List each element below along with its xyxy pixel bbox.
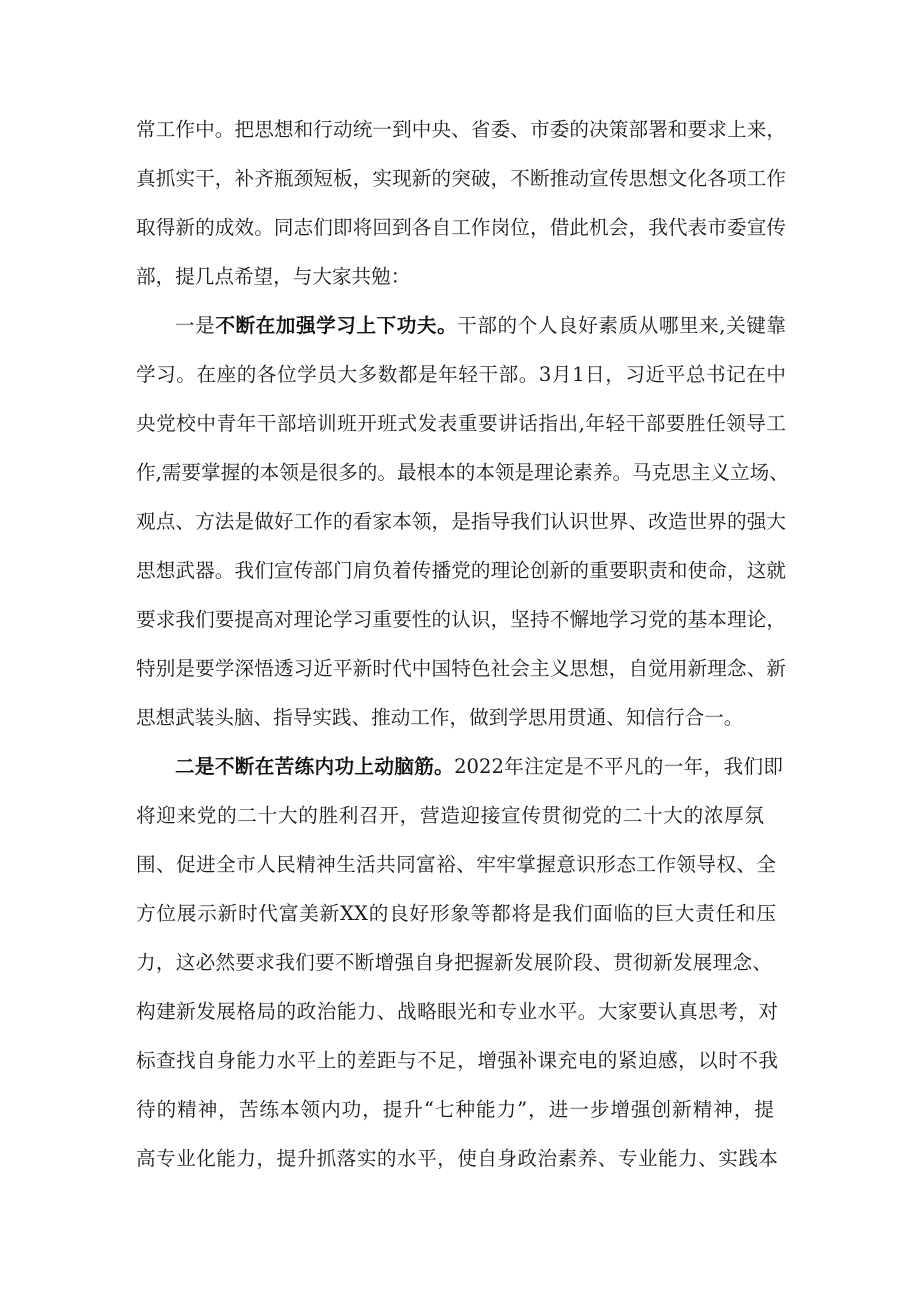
- paragraph-3-heading: 二是不断在苦练内功上动脑筋。: [175, 755, 455, 778]
- paragraph-1-line-3: 取得新的成效。同志们即将回到各自工作岗位，借此机会，我代表市委宣传: [136, 216, 786, 239]
- paragraph-2-line-7: 要求我们要提高对理论学习重要性的认识，坚持不懈地学习党的基本理论，: [136, 608, 786, 631]
- paragraph-3-line-1: [175, 750, 783, 784]
- paragraph-2-line-3: 央党校中青年干部培训班开班式发表重要讲话指出,年轻干部要胜任领导工: [136, 412, 786, 435]
- paragraph-3-line-8: 待的精神，苦练本领内功，提升“七种能力”，进一步增强创新精神，提: [136, 1098, 774, 1121]
- paragraph-3-line-2: 将迎来党的二十大的胜利召开，营造迎接宣传贯彻党的二十大的浓厚氛: [136, 804, 764, 827]
- paragraph-3-first-rest: 2022年注定是不平凡的一年，我们即: [454, 755, 783, 778]
- paragraph-2-line-8: 特别是要学深悟透习近平新时代中国特色社会主义思想，自觉用新理念、新: [136, 657, 786, 680]
- paragraph-2-heading: 不断在加强学习上下功夫。: [215, 314, 458, 337]
- paragraph-3-line-9: 高专业化能力，提升抓落实的水平，使自身政治素养、专业能力、实践本: [136, 1147, 778, 1170]
- paragraph-3-line-5: 力，这必然要求我们要不断增强自身把握新发展阶段、贯彻新发展理念、: [136, 951, 772, 974]
- paragraph-3-line-7: 标查找自身能力水平上的差距与不足，增强补课充电的紧迫感，以时不我: [136, 1049, 778, 1072]
- paragraph-2-line-5: 观点、方法是做好工作的看家本领，是指导我们认识世界、改造世界的强大: [136, 510, 786, 533]
- paragraph-2-first-rest: 干部的个人良好素质从哪里来,关键靠: [457, 314, 787, 337]
- paragraph-1-line-2: 真抓实干，补齐瓶颈短板，实现新的突破，不断推动宣传思想文化各项工作: [136, 167, 786, 190]
- paragraph-2-line-6: 思想武器。我们宣传部门肩负着传播党的理论创新的重要职责和使命，这就: [136, 559, 786, 582]
- paragraph-3-line-6: 构建新发展格局的政治能力、战略眼光和专业水平。大家要认真思考，对: [136, 1000, 778, 1023]
- paragraph-1-line-4: 部，提几点希望，与大家共勉：: [136, 265, 411, 288]
- paragraph-1-line-1: 常工作中。把思想和行动统一到中央、省委、市委的决策部署和要求上来，: [136, 118, 786, 141]
- paragraph-2-line-4: 作,需要掌握的本领是很多的。最根本的本领是理论素养。马克思主义立场、: [136, 461, 789, 484]
- paragraph-2-prefix: 一是: [175, 314, 216, 337]
- paragraph-3-line-4: 方位展示新时代富美新XX的良好形象等都将是我们面临的巨大责任和压: [136, 902, 776, 925]
- paragraph-3-line-3: 围、促进全市人民精神生活共同富裕、牢牢掌握意识形态工作领导权、全: [136, 853, 776, 876]
- paragraph-2-line-2: 学习。在座的各位学员大多数都是年轻干部。3月1日，习近平总书记在中: [136, 363, 786, 386]
- paragraph-2-line-1: [175, 309, 786, 343]
- paragraph-2-line-9: 思想武装头脑、指导实践、推动工作，做到学思用贯通、知信行合一。: [136, 706, 744, 729]
